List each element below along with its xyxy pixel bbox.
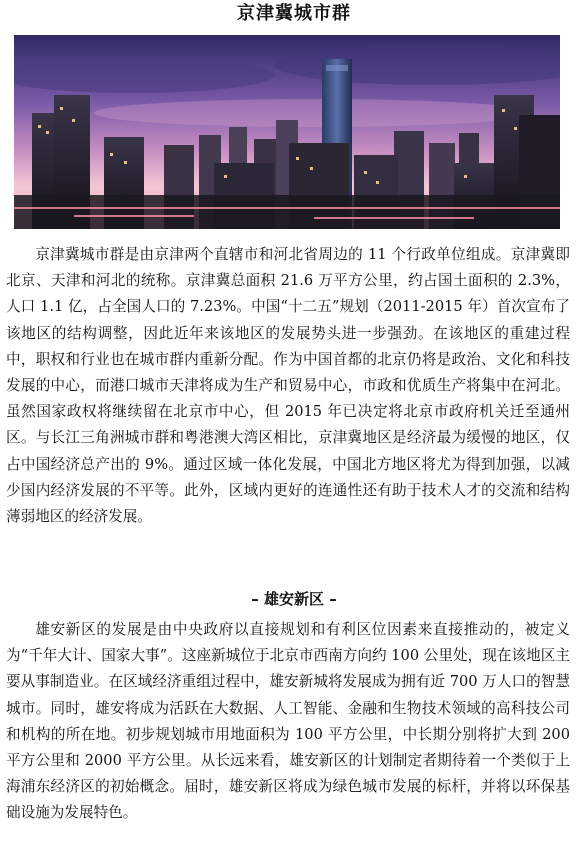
body-paragraph: 雄安新区的发展是由中央政府以直接规划和有利区位因素来直接推动的，被定义为“千年大计、国家大事”。这座新城位于北京市西南方向约 100 公里处，现在该地区主要从事制造业。在区域经济重组过程中，雄安新城将发展成为拥有近 700 万人口的智慧城市。同时，雄安将成为活跃在大数据、人工智能、金融和生物技术领域的高科技公司和机构的所在地。初步规划城市用地面积为 100 平方公里，中长期分别将扩大到 200 平方公里和 2000 平方公里。从长远来看，雄安新区的计划制定者期待着一个类似于上海浦东经济区的初始概念。届时，雄安新区将成为绿色城市发展的标杆，并将以环保基础设施为发展特色。: [6, 621, 570, 822]
body-paragraph: 京津冀城市群是由京津两个直辖市和河北省周边的 11 个行政单位组成。京津冀即北京、天津和河北的统称。京津冀总面积 21.6 万平方公里，约占国土面积的 2.3%，人口 1.1 亿，占全国人口的 7.23%。中国“十二五”规划（2011-2015 年）首次宣布了该地区的结构调整，因此近年来该地区的发展势头进一步强劲。在该地区的重建过程中，职权和行业也在城市群内重新分配。作为中国首都的北京仍将是政治、文化和科技发展的中心，而港口城市天津将成为生产和贸易中心，市政和优质生产将集中在河北。虽然国家政权将继续留在北京市中心，但 2015 年已决定将北京市政府机关迁至通州区。与长江三角洲城市群和粤港澳大湾区相比，京津冀地区是经济最为缓慢的地区，仅占中国经济总产出的 9%。通过区域一体化发展，中国北方地区将尤为得到加强，以减少国内经济发展的不平等。此外，区域内更好的连通性还有助于技术人才的交流和结构薄弱地区的经济发展。: [6, 246, 570, 526]
page-title: 京津冀城市群: [237, 3, 351, 24]
city-skyline-photo: [14, 35, 560, 229]
section-heading: – 雄安新区 –: [251, 590, 337, 608]
